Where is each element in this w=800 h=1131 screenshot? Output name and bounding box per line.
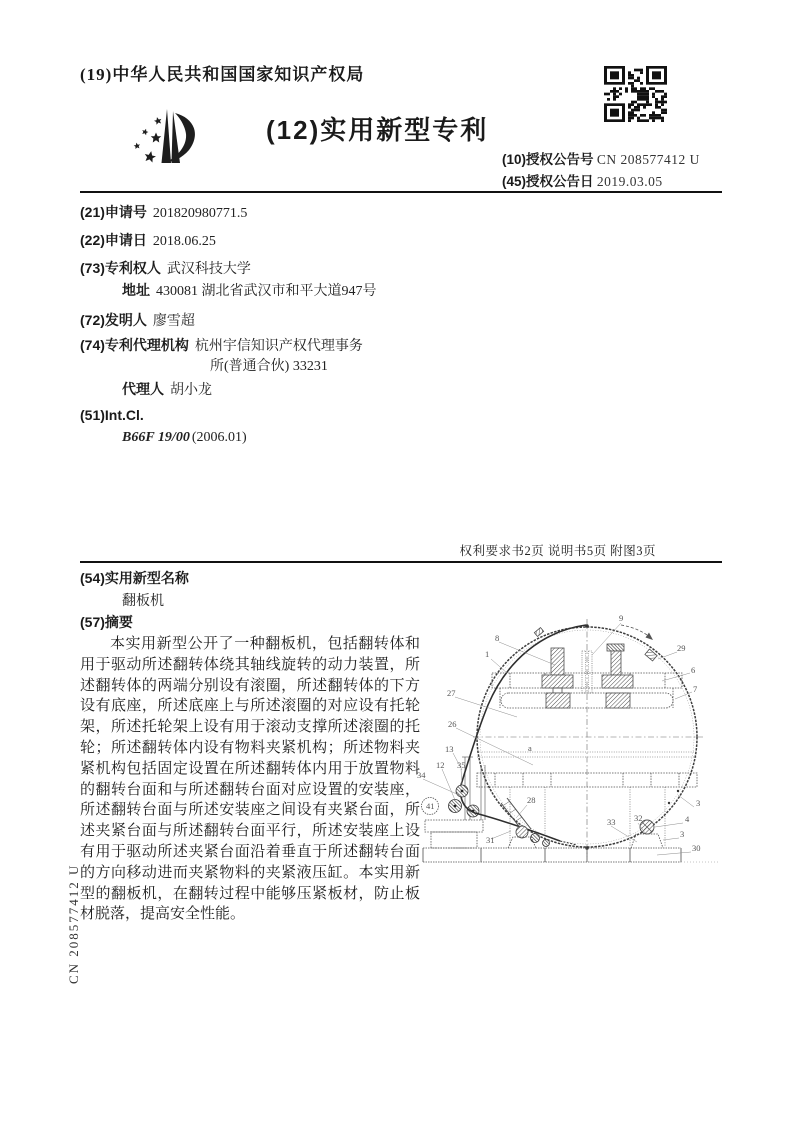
publication-date-row [502, 170, 663, 190]
patent-figure [415, 605, 725, 885]
document-type-title: (12)实用新型专利 [266, 115, 489, 145]
int-cl-label: (51)Int.Cl. [80, 407, 144, 423]
patentee-row [80, 259, 251, 279]
cnipa-logo-icon [123, 101, 218, 187]
publication-number-label: (10)授权公告号 [502, 152, 594, 167]
abstract-text-block [80, 634, 420, 925]
utility-model-name-label: (54)实用新型名称 [80, 570, 189, 586]
svg-text:32: 32 [634, 813, 643, 823]
patentee-value: 武汉科技大学 [166, 262, 251, 277]
abstract-label: (57)摘要 [80, 614, 133, 630]
svg-text:27: 27 [447, 688, 456, 698]
application-date-value: 2018.06.25 [152, 234, 216, 249]
agency-row [80, 336, 363, 356]
address-row [80, 281, 377, 301]
qr-code [604, 66, 667, 122]
document-pages-summary: 权利要求书2页 说明书5页 附图3页 [459, 544, 656, 558]
agent-label: 代理人 [122, 381, 164, 397]
svg-text:26: 26 [448, 719, 457, 729]
invention-title: 翻板机 [122, 594, 164, 609]
agent-row [80, 380, 212, 400]
svg-text:13: 13 [445, 744, 454, 754]
svg-text:28: 28 [527, 795, 536, 805]
inventor-value: 廖雪超 [152, 314, 195, 329]
side-publication-code: CN 208577412 U [66, 863, 81, 985]
agency-value-line1: 杭州宇信知识产权代理事务 [194, 339, 363, 354]
svg-text:34: 34 [417, 770, 426, 780]
svg-text:3: 3 [696, 798, 701, 808]
svg-text:7: 7 [693, 684, 698, 694]
svg-text:41: 41 [426, 801, 435, 811]
publication-date-label: (45)授权公告日 [502, 174, 594, 189]
abstract-paragraph: 本实用新型公开了一种翻板机，包括翻转体和用于驱动所述翻转体绕其轴线旋转的动力装置，所述翻转体的两端分别设有滚圈，所述翻转体的下方设有底座，所述底座上与所述滚圈的对应设有托轮架，所述托轮架上设有用于滚动支撑所述滚圈的托轮；所述翻转体内设有物料夹紧机构；所述物料夹紧机构包括固定设置在所述翻转体内用于放置物料的翻转台面和与所述翻转台面对应设置的安装座，所述翻转台面与所述安装座之间设有夹紧台面，所述夹紧台面与所述翻转台面平行，所述安装座上设有用于驱动所述夹紧台面沿着垂直于所述翻转台面的方向移动进而夹紧物料的夹紧液压缸。本实用新型的翻板机，在翻转过程中能够压紧板材，防止板材脱落，提高安全性能。 [80, 636, 420, 923]
inventor-label: (72)发明人 [80, 312, 147, 328]
application-number-value: 201820980771.5 [152, 206, 248, 221]
patentee-label: (73)专利权人 [80, 260, 161, 276]
patent-office-name: (19)中华人民共和国国家知识产权局 [80, 65, 365, 84]
svg-text:4: 4 [685, 814, 690, 824]
agency-value-line2: 所(普通合伙) 33231 [210, 359, 328, 374]
ipc-version-value: (2006.01) [191, 430, 247, 445]
inventor-row [80, 311, 195, 331]
header-divider-rule [80, 191, 722, 193]
svg-text:12: 12 [436, 760, 445, 770]
svg-text:1: 1 [485, 649, 490, 659]
int-cl-row [80, 406, 150, 426]
svg-text:a: a [528, 743, 532, 753]
application-date-label: (22)申请日 [80, 232, 147, 248]
publication-number-value: CN 208577412 U [596, 152, 700, 167]
svg-text:6: 6 [691, 665, 696, 675]
svg-text:35: 35 [457, 760, 466, 770]
address-label: 地址 [122, 282, 150, 298]
address-value: 430081 湖北省武汉市和平大道947号 [156, 284, 377, 299]
publication-number-row [502, 148, 700, 168]
svg-text:3: 3 [680, 829, 685, 839]
agency-label: (74)专利代理机构 [80, 337, 189, 353]
body-divider-rule [80, 561, 722, 563]
agency-row-line2 [80, 358, 328, 376]
ipc-row [80, 429, 247, 447]
publication-date-value: 2019.03.05 [596, 174, 663, 189]
application-date-row [80, 231, 216, 251]
svg-text:9: 9 [619, 613, 624, 623]
application-number-row [80, 203, 247, 223]
svg-text:30: 30 [692, 843, 701, 853]
agent-value: 胡小龙 [170, 383, 212, 398]
svg-text:31: 31 [486, 835, 495, 845]
svg-text:33: 33 [607, 817, 616, 827]
svg-text:8: 8 [495, 633, 500, 643]
ipc-code-value: B66F 19/00 [122, 430, 190, 445]
application-number-label: (21)申请号 [80, 204, 147, 220]
svg-text:29: 29 [677, 643, 686, 653]
